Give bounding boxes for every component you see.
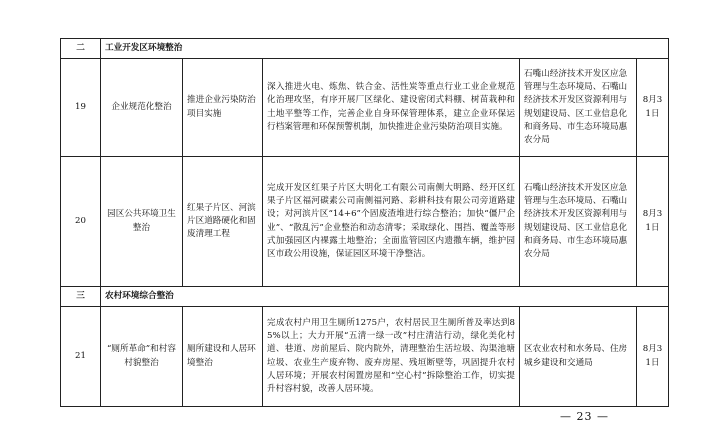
section-title: 工业开发区环境整治: [101, 39, 669, 59]
project-name: 厕所建设和人居环境整治: [183, 307, 263, 407]
project-name: 红果子片区、河滨片区道路硬化和固废清理工程: [183, 157, 263, 287]
row-number: 21: [61, 307, 101, 407]
task-content: 完成农村户用卫生厕所1275户，农村居民卫生厕所普及率达到85%以上；大力开展“五清一绿一改”村庄清洁行动，绿化美化村道、巷道、房前屋后、院内院外，清理整治生活垃圾、沟渠池塘垃圾、农业生产废弃物、废弃房屋、残垣断壁等，巩固提升农村人居环境；开展农村闲置房屋和“空心村”拆除整治工作，切实提升村容村貌，改善人居环境。: [263, 307, 520, 407]
table-row-20: [61, 157, 669, 287]
task-name: 企业规范化整治: [101, 59, 183, 157]
deadline: 8月31日: [637, 157, 669, 287]
page-number: — 23 —: [560, 410, 609, 423]
responsible-departments: 石嘴山经济技术开发区应急管理与生态环境局、石嘴山经济技术开发区资源利用与规划建设局、区工业信息化和商务局、市生态环境局惠农分局: [520, 59, 637, 157]
section-number: 三: [61, 287, 101, 307]
deadline: 8月31日: [637, 59, 669, 157]
responsible-departments: 区农业农村和水务局、住房城乡建设和交通局: [520, 307, 637, 407]
section-title: 农村环境综合整治: [101, 287, 669, 307]
task-content: 深入推进火电、炼焦、铁合金、活性炭等重点行业工业企业规范化治理攻坚，有序开展厂区绿化、建设密闭式料棚、树苗栽种和土地平整等工作，完善企业自身环保管理体系，建立企业环保运行档案管理和环保预警机制，加快推进企业污染防治项目实施。: [263, 59, 520, 157]
responsible-departments: 石嘴山经济技术开发区应急管理与生态环境局、石嘴山经济技术开发区资源利用与规划建设局、区工业信息化和商务局、市生态环境局惠农分局: [520, 157, 637, 287]
row-number: 20: [61, 157, 101, 287]
task-name: 园区公共环境卫生整治: [101, 157, 183, 287]
task-name: “厕所革命”和村容村貌整治: [101, 307, 183, 407]
section-row-rural: [61, 287, 669, 307]
table-row-19: [61, 59, 669, 157]
table-row-21: [61, 307, 669, 407]
row-number: 19: [61, 59, 101, 157]
deadline: 8月31日: [637, 307, 669, 407]
work-plan-table: [60, 38, 669, 407]
section-row-industrial: [61, 39, 669, 59]
project-name: 推进企业污染防治项目实施: [183, 59, 263, 157]
section-number: 二: [61, 39, 101, 59]
task-content: 完成开发区红果子片区大明化工有限公司南侧大明路、经开区红果子片区福河碳素公司南侧福河路、彩耕科技有限公司旁道路建设；对河滨片区“14+6”个固废渣堆进行综合整治；加快“僵尸企业”、“散乱污”企业整治和动态清零；采取绿化、围挡、覆盖等形式加强园区内裸露土地整治；全面监管园区内遗撒车辆，维护园区市政公用设施，保证园区环境干净整洁。: [263, 157, 520, 287]
